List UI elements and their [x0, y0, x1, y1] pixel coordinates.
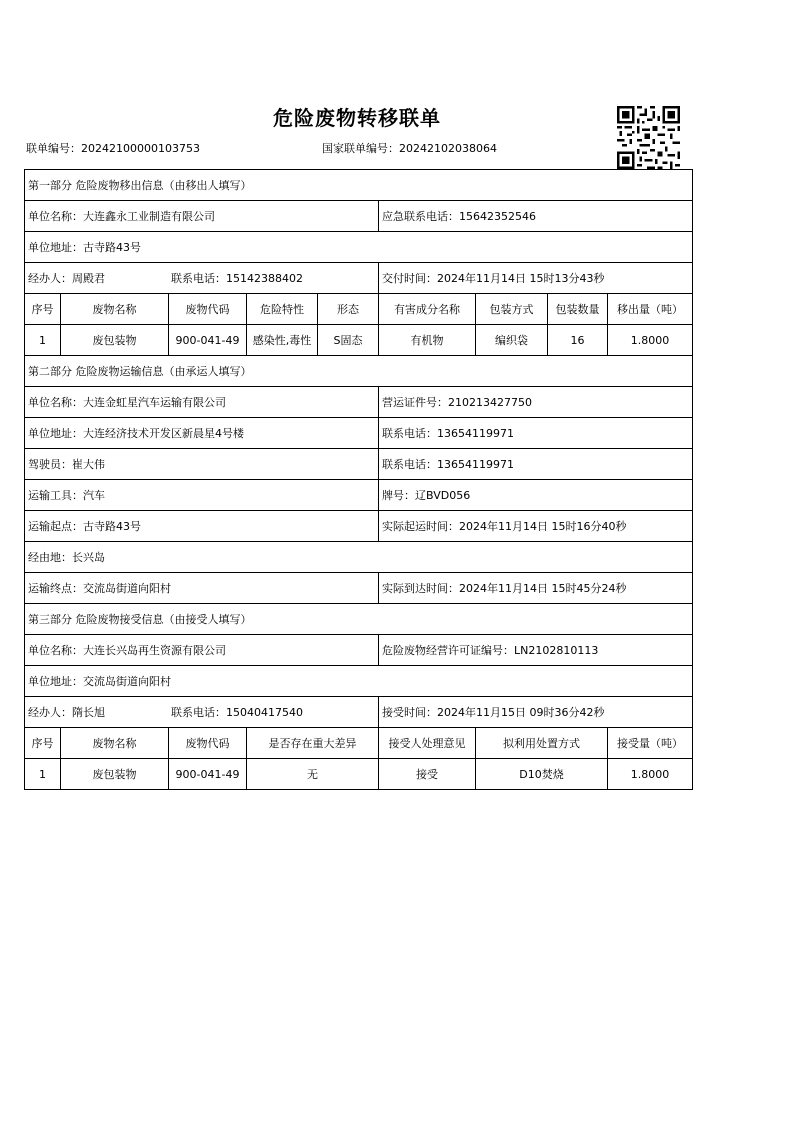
part3-column-headers	[25, 728, 693, 759]
part3-handler: 经办人：隋长旭	[28, 706, 105, 719]
part2-license: 营运证件号：210213427750	[379, 387, 693, 418]
table-cell: 1	[25, 325, 61, 356]
part2-heading: 第二部分 危险废物运输信息（由承运人填写）	[25, 356, 693, 387]
part1-heading: 第一部分 危险废物移出信息（由移出人填写）	[25, 170, 693, 201]
column-header: 形态	[318, 294, 379, 325]
part1-unit-name: 单位名称：大连鑫永工业制造有限公司	[25, 201, 379, 232]
table-cell: 900-041-49	[169, 325, 247, 356]
column-header: 序号	[25, 294, 61, 325]
document-title: 危险废物转移联单	[273, 106, 441, 130]
part2-start-point: 运输起点：古寺路43号	[25, 511, 379, 542]
part2-phone: 联系电话：13654119971	[379, 418, 693, 449]
column-header: 废物名称	[61, 294, 169, 325]
column-header: 接受人处理意见	[379, 728, 476, 759]
part2-arrive-time: 实际到达时间：2024年11月14日 15时45分24秒	[379, 573, 693, 604]
column-header: 废物代码	[169, 294, 247, 325]
table-cell: 1.8000	[608, 759, 693, 790]
part2-driver: 驾驶员：崔大伟	[25, 449, 379, 480]
column-header: 包装方式	[476, 294, 548, 325]
table-cell: 废包装物	[61, 325, 169, 356]
column-header: 是否存在重大差异	[247, 728, 379, 759]
part2-start-time: 实际起运时间：2024年11月14日 15时16分40秒	[379, 511, 693, 542]
part3-heading: 第三部分 危险废物接受信息（由接受人填写）	[25, 604, 693, 635]
column-header: 接受量（吨）	[608, 728, 693, 759]
part2-plate: 牌号：辽BVD056	[379, 480, 693, 511]
part1-address: 单位地址：古寺路43号	[25, 232, 693, 263]
column-header: 移出量（吨）	[608, 294, 693, 325]
column-header: 序号	[25, 728, 61, 759]
table-row	[25, 325, 693, 356]
table-cell: 感染性,毒性	[247, 325, 318, 356]
part2-driver-phone: 联系电话：13654119971	[379, 449, 693, 480]
part3-permit: 危险废物经营许可证编号：LN2102810113	[379, 635, 693, 666]
part3-address: 单位地址：交流岛街道向阳村	[25, 666, 693, 697]
part1-delivery-time: 交付时间：2024年11月14日 15时13分43秒	[379, 263, 693, 294]
part1-emergency-phone: 应急联系电话：15642352546	[379, 201, 693, 232]
part3-accept-time: 接受时间：2024年11月15日 09时36分42秒	[379, 697, 693, 728]
column-header: 有害成分名称	[379, 294, 476, 325]
table-cell: S固态	[318, 325, 379, 356]
table-cell: 无	[247, 759, 379, 790]
part1-handler: 经办人：周殿君	[28, 272, 105, 285]
column-header: 包装数量	[548, 294, 608, 325]
table-cell: 1	[25, 759, 61, 790]
column-header: 危险特性	[247, 294, 318, 325]
form-number: 联单编号：20242100000103753	[26, 142, 200, 155]
part3-unit-name: 单位名称：大连长兴岛再生资源有限公司	[25, 635, 379, 666]
table-cell: 编织袋	[476, 325, 548, 356]
table-row	[25, 759, 693, 790]
transfer-form-table	[24, 169, 693, 790]
qr-code-icon	[617, 106, 680, 169]
table-cell: 900-041-49	[169, 759, 247, 790]
part3-handler-phone: 联系电话：15040417540	[171, 706, 303, 719]
table-cell: 16	[548, 325, 608, 356]
part1-column-headers	[25, 294, 693, 325]
table-cell: 废包装物	[61, 759, 169, 790]
table-cell: 接受	[379, 759, 476, 790]
part1-handler-phone: 联系电话：15142388402	[171, 272, 303, 285]
column-header: 废物代码	[169, 728, 247, 759]
part2-address: 单位地址：大连经济技术开发区新晨星4号楼	[25, 418, 379, 449]
table-cell: 1.8000	[608, 325, 693, 356]
column-header: 废物名称	[61, 728, 169, 759]
table-cell: 有机物	[379, 325, 476, 356]
part2-end-point: 运输终点：交流岛街道向阳村	[25, 573, 379, 604]
column-header: 拟利用处置方式	[476, 728, 608, 759]
part1-handler-cell	[25, 263, 379, 294]
part2-unit-name: 单位名称：大连金虹星汽车运输有限公司	[25, 387, 379, 418]
national-form-number: 国家联单编号：20242102038064	[322, 142, 497, 155]
table-cell: D10焚烧	[476, 759, 608, 790]
part2-vehicle: 运输工具：汽车	[25, 480, 379, 511]
part3-handler-cell	[25, 697, 379, 728]
part2-via: 经由地：长兴岛	[25, 542, 693, 573]
